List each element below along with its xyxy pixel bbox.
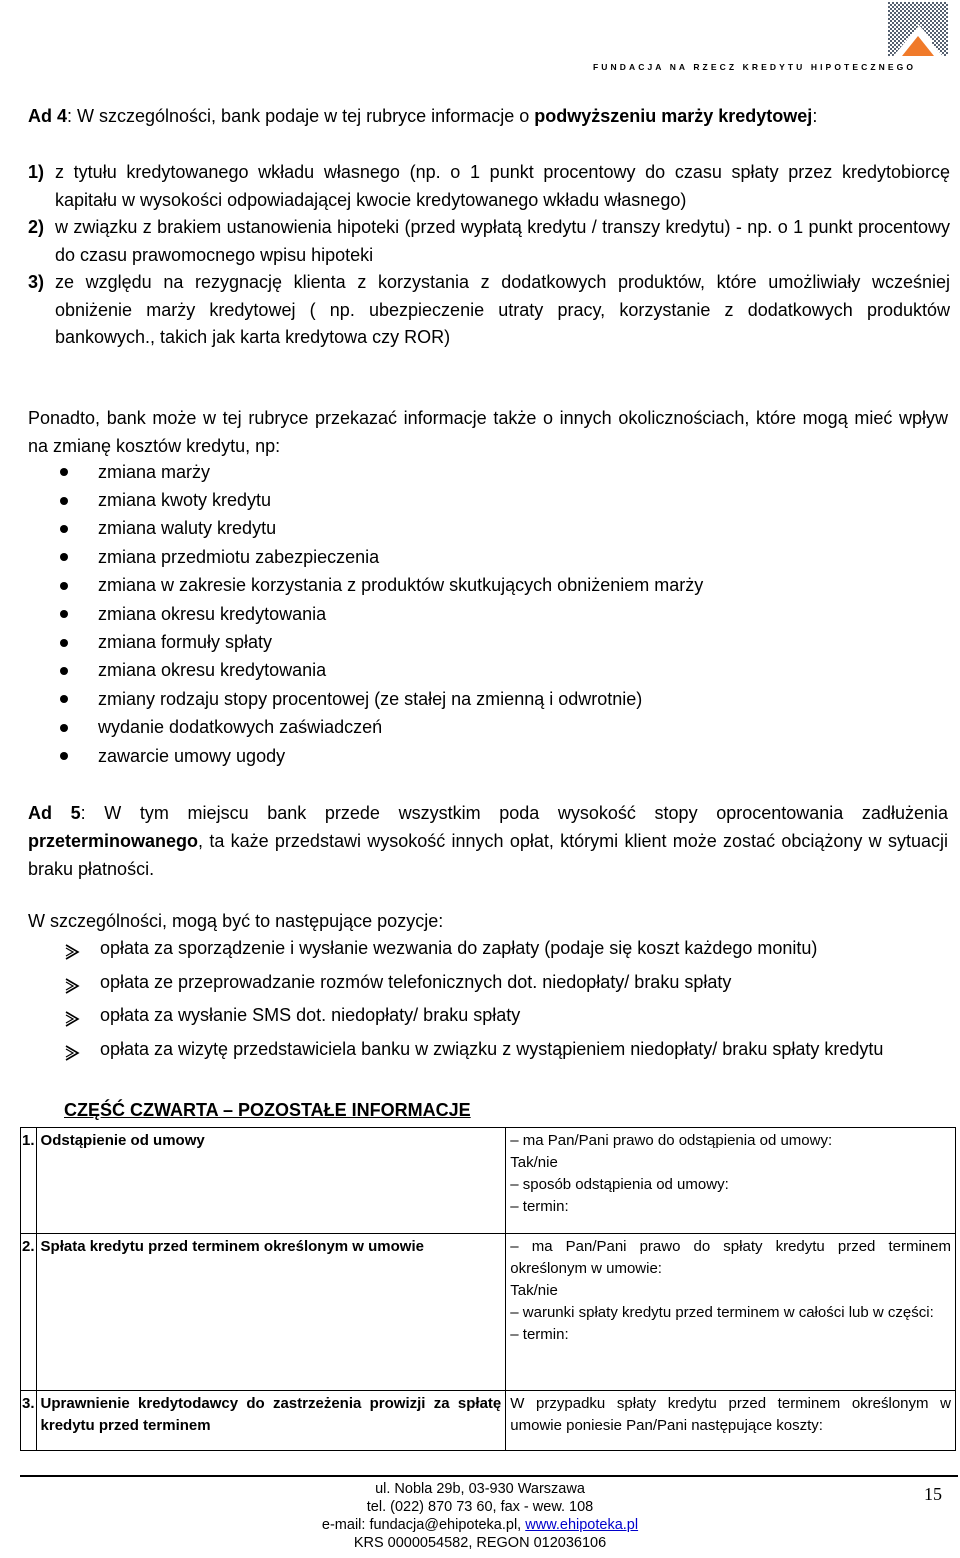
ad4-text: : W szczególności, bank podaje w tej rubryce informacje o xyxy=(67,106,535,126)
row-line: – ma Pan/Pani prawo do spłaty kredytu przed terminem określonym w umowie: xyxy=(510,1238,951,1277)
bullet-list xyxy=(60,458,940,770)
list-item xyxy=(64,969,949,1003)
arrow-list xyxy=(64,935,949,1069)
row-line: – termin: xyxy=(510,1326,569,1343)
row-value xyxy=(506,1234,956,1391)
list-number: 1) xyxy=(28,162,45,182)
footer xyxy=(260,1480,700,1552)
bullet-icon xyxy=(60,752,68,760)
bullet-text: zmiana okresu kredytowania xyxy=(98,603,327,624)
arrow-bullet-icon xyxy=(64,1036,100,1070)
bullet-text: zmiana marży xyxy=(98,461,211,482)
ad5-label: Ad 5 xyxy=(28,803,81,823)
ad4-list xyxy=(28,159,950,352)
footer-email: e-mail: fundacja@ehipoteka.pl, xyxy=(321,1517,526,1533)
table-row xyxy=(21,1234,956,1391)
ad5-paragraph xyxy=(28,799,948,883)
list-item xyxy=(60,628,940,656)
footer-contact xyxy=(260,1516,700,1534)
list-item xyxy=(60,572,940,600)
row-label: Odstąpienie od umowy xyxy=(36,1128,506,1234)
ad5-bold: przeterminowanego xyxy=(28,831,199,851)
ad4-bold: podwyższeniu marży kredytowej xyxy=(534,106,813,126)
bullet-icon xyxy=(60,639,68,647)
list-item xyxy=(60,486,940,514)
row-value xyxy=(506,1391,956,1451)
section-title: CZĘŚĆ CZWARTA – POZOSTAŁE INFORMACJE xyxy=(64,1100,471,1120)
list-item xyxy=(60,458,940,486)
bullet-text: zmiana okresu kredytowania xyxy=(98,660,327,681)
arrow-text: opłata za sporządzenie i wysłanie wezwania do zapłaty (podaje się koszt każdego monitu) xyxy=(100,938,818,958)
list-item xyxy=(60,685,940,713)
arrow-bullet-icon xyxy=(64,969,100,1003)
bullet-icon xyxy=(60,553,68,561)
bullet-icon xyxy=(60,695,68,703)
row-number: 2. xyxy=(21,1234,37,1391)
bullet-text: zawarcie umowy ugody xyxy=(98,745,286,766)
row-number: 1. xyxy=(21,1128,37,1234)
ad4-label: Ad 4 xyxy=(28,106,68,126)
list-number: 3) xyxy=(28,272,45,292)
list-item xyxy=(60,515,940,543)
bullet-text: zmiany rodzaju stopy procentowej (ze stałej na zmienną i odwrotnie) xyxy=(98,688,643,709)
ad4-paragraph xyxy=(28,102,948,130)
bullet-icon xyxy=(60,582,68,590)
page-number: 15 xyxy=(924,1484,942,1504)
row-line: Tak/nie xyxy=(510,1154,558,1171)
bullet-text: zmiana formuły spłaty xyxy=(98,632,273,653)
list-item xyxy=(60,714,940,742)
row-line: W przypadku spłaty kredytu przed terminem określonym w umowie poniesie Pan/Pani następujące koszty: xyxy=(510,1395,951,1434)
footer-krs: KRS 0000054582, REGON 012036106 xyxy=(353,1535,607,1551)
list-item xyxy=(28,214,950,269)
arrow-text: opłata za wizytę przedstawiciela banku w związku z wystąpieniem niedopłaty/ braku spłaty kredytu xyxy=(100,1038,884,1059)
list-item xyxy=(64,935,949,969)
bullet-text: zmiana waluty kredytu xyxy=(98,518,277,539)
row-value xyxy=(506,1128,956,1234)
row-label: Spłata kredytu przed terminem określonym w umowie xyxy=(36,1234,506,1391)
bullet-icon xyxy=(60,497,68,505)
info-table xyxy=(20,1127,956,1451)
bullet-icon xyxy=(60,667,68,675)
bullet-text: zmiana w zakresie korzystania z produktów skutkujących obniżeniem marży xyxy=(98,575,704,596)
bullet-icon xyxy=(60,724,68,732)
list-item xyxy=(28,269,950,352)
bullet-text: zmiana przedmiotu zabezpieczenia xyxy=(98,546,380,567)
list-item xyxy=(28,159,950,214)
list-text: w związku z brakiem ustanowienia hipoteki (przed wypłatą kredytu / transzy kredytu) - np. o 1 punkt procentowy do czasu prawomocnego wpisu hipoteki xyxy=(55,217,950,265)
list-item xyxy=(60,543,940,571)
table-row xyxy=(21,1391,956,1451)
bullet-text: zmiana kwoty kredytu xyxy=(98,490,272,511)
arrow-text: opłata ze przeprowadzanie rozmów telefonicznych dot. niedopłaty/ braku spłaty xyxy=(100,971,732,992)
ad5-text-end: , ta każe przedstawi wysokość innych opłat, którymi klient może zostać obciążony w sytuacji braku płatności. xyxy=(28,831,948,879)
arrow-bullet-icon xyxy=(64,935,100,969)
row-line: Tak/nie xyxy=(510,1282,558,1299)
footer-address: ul. Nobla 29b, 03-930 Warszawa xyxy=(375,1481,585,1497)
bullet-icon xyxy=(60,610,68,618)
arrow-text: opłata za wysłanie SMS dot. niedopłaty/ braku spłaty xyxy=(100,1005,521,1025)
bullet-icon xyxy=(60,468,68,476)
list-item xyxy=(60,657,940,685)
ad4-end: : xyxy=(812,106,818,126)
house-logo xyxy=(888,2,948,56)
row-line: – warunki spłaty kredytu przed terminem w całości lub w części: xyxy=(510,1304,934,1321)
list-item xyxy=(64,1002,949,1036)
foundation-name: FUNDACJA NA RZECZ KREDYTU HIPOTECZNEGO xyxy=(593,62,917,72)
table-row xyxy=(21,1128,956,1234)
ponadto-paragraph: Ponadto, bank może w tej rubryce przekazać informacje także o innych okolicznościach, które mogą mieć wpływ na zmianę kosztów kredytu, np: xyxy=(28,408,948,456)
website-link[interactable]: www.ehipoteka.pl xyxy=(525,1517,639,1533)
bullet-icon xyxy=(60,525,68,533)
bullet-text: wydanie dodatkowych zaświadczeń xyxy=(98,717,383,738)
list-item xyxy=(60,600,940,628)
list-item xyxy=(64,1036,949,1070)
footer-phone: tel. (022) 870 73 60, fax - wew. 108 xyxy=(366,1499,594,1515)
row-line: – termin: xyxy=(510,1198,569,1215)
footer-divider xyxy=(20,1475,958,1477)
list-text: z tytułu kredytowanego wkładu własnego (np. o 1 punkt procentowy do czasu spłaty przez kredytobiorcę kapitału w wysokości odpowiadającej kwocie kredytowanego wkładu własnego) xyxy=(55,162,950,210)
row-line: – sposób odstąpienia od umowy: xyxy=(510,1176,729,1193)
arrow-bullet-icon xyxy=(64,1002,100,1036)
row-line: – ma Pan/Pani prawo do odstąpienia od umowy: xyxy=(510,1132,833,1149)
pozycje-intro: W szczególności, mogą być to następujące pozycje: xyxy=(28,911,444,931)
list-number: 2) xyxy=(28,217,45,237)
list-item xyxy=(60,742,940,770)
list-text: ze względu na rezygnację klienta z korzystania z dodatkowych produktów, które umożliwiały wcześniej obniżenie marży kredytowej ( np. ubezpieczenie utraty pracy, korzystanie z dodatkowych produktów bankowych., takich jak karta kredytowa czy ROR) xyxy=(55,272,950,347)
ad5-text: : W tym miejscu bank przede wszystkim poda wysokość stopy oprocentowania zadłużenia xyxy=(80,803,948,823)
row-number: 3. xyxy=(21,1391,37,1451)
row-label: Uprawnienie kredytodawcy do zastrzeżenia prowizji za spłatę kredytu przed terminem xyxy=(36,1391,506,1451)
